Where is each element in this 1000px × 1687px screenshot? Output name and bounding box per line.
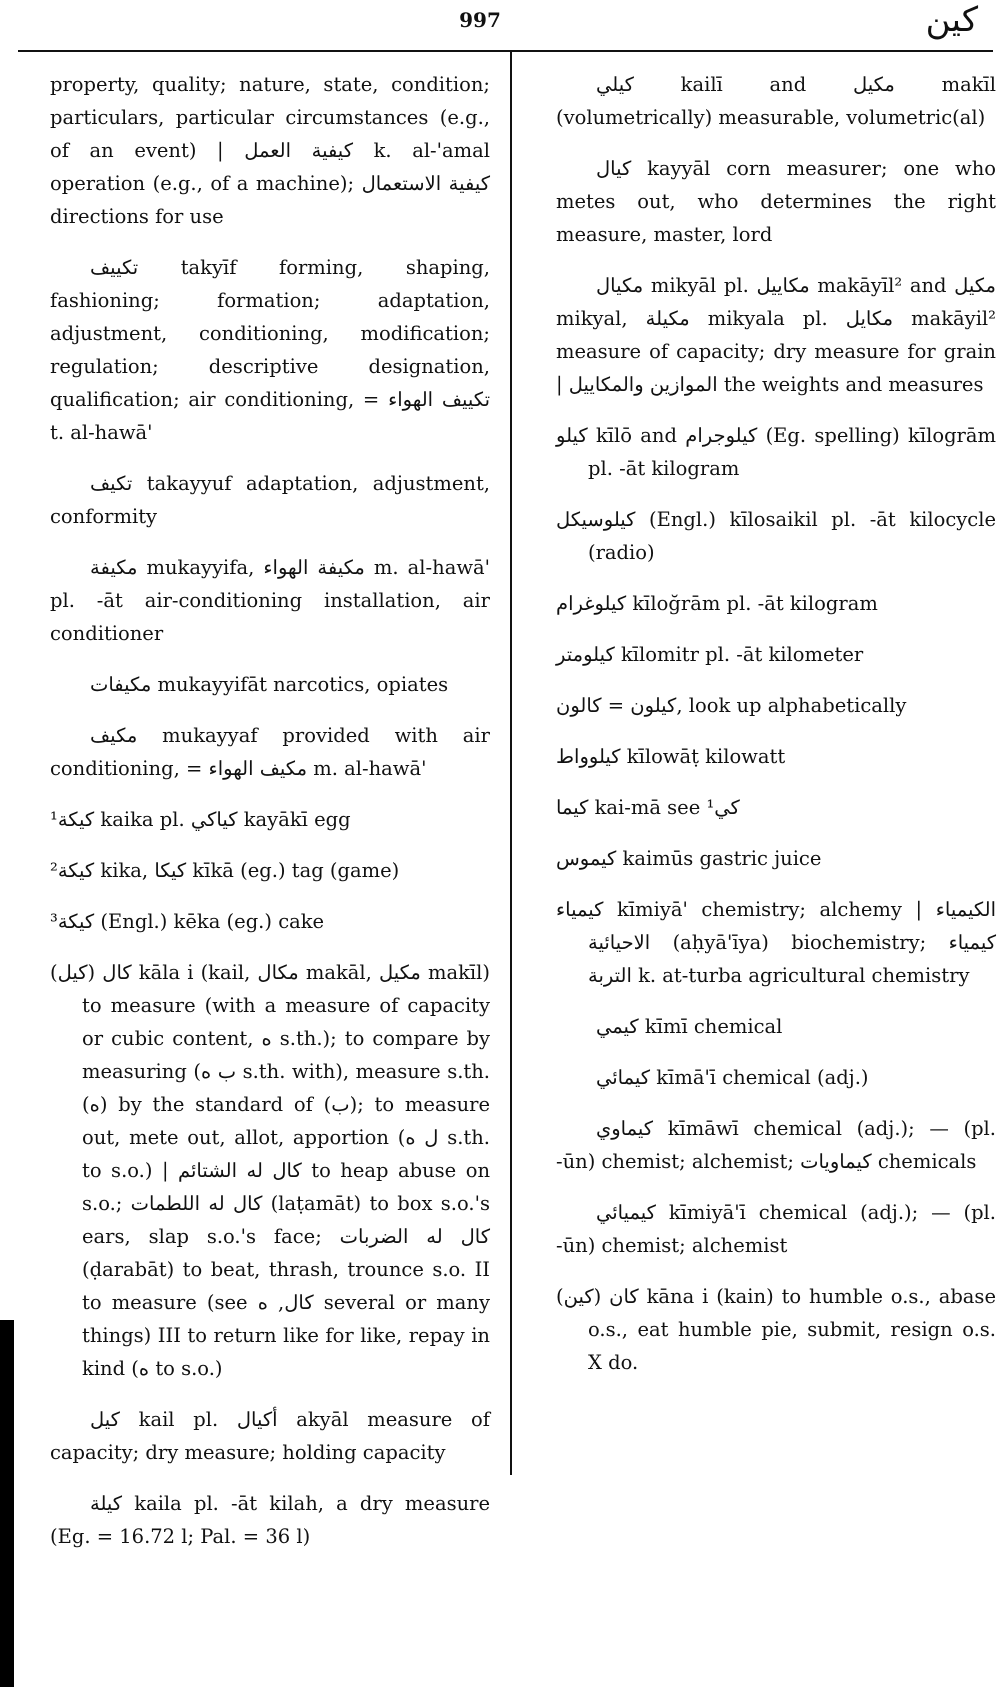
entry: مكيال mikyāl pl. مكاييل makāyīl² and مكيل mikyal, مكيلة mikyala pl. مكايل makāyil² measure of capacity; dry measure for grain | الموازين والمكاييل the weights and measures: [556, 274, 996, 396]
entry: property, quality; nature, state, condition; particulars, particular circumstances (e.g., of an event) | كيفية العمل k. al-'amal operation (e.g., of a machine); كيفية الاستعمال directions for use: [50, 73, 490, 228]
entry: كيما kai-mā see ¹كي: [556, 796, 740, 819]
entry: كال (كيل) kāla i (kail, مكال makāl, مكيل makīl) to measure (with a measure of capacity or cubic content, ه s.th.); to compare by measuring (ب ه s.th. with), measure s.th. (ه) by the standard of (ب); to measure out, mete out, allot, apportion (ل ه s.th. to s.o.) | كال له الشتائم to heap abuse on s.o.; كال له اللطمات (laṭamāt) to box s.o.'s ears, slap s.o.'s face; كال له الضربات (ḍarabāt) to beat, thrash, trounce s.o. II to measure (see كال, ه several or many things) III to return like for like, repay in kind (ه to s.o.): [50, 961, 491, 1380]
entry: كيمائي kīmā'ī chemical (adj.): [596, 1066, 869, 1089]
entry: كيماوي kīmāwī chemical (adj.); — (pl. -ūn) chemist; alchemist; كيماويات chemicals: [556, 1117, 996, 1173]
entry: كيلوغرام kīloğrām pl. -āt kilogram: [556, 592, 878, 615]
entry: مكيف mukayyaf provided with air conditioning, = مكيف الهواء m. al-hawā': [50, 724, 490, 780]
header-rule: [18, 50, 993, 52]
running-head: كين: [925, 0, 978, 40]
entry: مكيفات mukayyifāt narcotics, opiates: [90, 673, 449, 696]
entry: كيلوواط kīlowāṭ kilowatt: [556, 745, 786, 768]
entry: مكيفة mukayyifa, مكيفة الهواء m. al-hawā' pl. -āt air-conditioning installation, air conditioner: [50, 556, 490, 645]
left-column: [50, 68, 490, 1571]
entry: كيلوسيكل (Engl.) kīlosaikil pl. -āt kilocycle (radio): [556, 508, 996, 564]
entry: كيال kayyāl corn measurer; one who metes out, who determines the right measure, master, lord: [556, 157, 996, 246]
entry: كيلة kaila pl. -āt kilah, a dry measure (Eg. = 16.72 l; Pal. = 36 l): [50, 1492, 490, 1548]
entry: ³كيكة (Engl.) kēka (eg.) cake: [50, 910, 325, 933]
entry: كيمي kīmī chemical: [596, 1015, 783, 1038]
entry: كيلون = كالون, look up alphabetically: [556, 694, 907, 717]
entry: كيمياء kīmiyā' chemistry; alchemy | الكيمياء الاحيائية (aḥyā'īya) biochemistry; كيمياء التربة k. at-turba agricultural chemistry: [556, 898, 996, 987]
page-number: 997: [459, 8, 501, 32]
entry: كيموس kaimūs gastric juice: [556, 847, 822, 870]
entry: كان (كين) kāna i (kain) to humble o.s., abase o.s., eat humble pie, submit, resign o.s. X do.: [556, 1285, 996, 1374]
entry: ²كيكة kika, كيكا kīkā (eg.) tag (game): [50, 859, 400, 882]
scan-edge-bar: [0, 1320, 14, 1687]
entry: ¹كيكة kaika pl. كياكي kayākī egg: [50, 808, 351, 831]
entry: كيلي kailī and مكيل makīl (volumetrically) measurable, volumetric(al): [556, 73, 996, 129]
entry: كيلومتر kīlomitr pl. -āt kilometer: [556, 643, 864, 666]
right-column: [556, 68, 996, 1397]
entry: كيلو kīlō and كيلوجرام (Eg. spelling) kīlogrām pl. -āt kilogram: [556, 424, 996, 480]
entry: تكيف takayyuf adaptation, adjustment, conformity: [50, 472, 490, 528]
entry: تكييف takyīf forming, shaping, fashioning; formation; adaptation, adjustment, conditioning, modification; regulation; descriptive designation, qualification; air conditioning, = تكييف الهواء t. al-hawā': [50, 256, 490, 444]
entry: كيل kail pl. أكيال akyāl measure of capacity; dry measure; holding capacity: [50, 1408, 490, 1464]
entry: كيميائي kīmiyā'ī chemical (adj.); — (pl. -ūn) chemist; alchemist: [556, 1201, 996, 1257]
column-divider: [510, 50, 512, 1475]
